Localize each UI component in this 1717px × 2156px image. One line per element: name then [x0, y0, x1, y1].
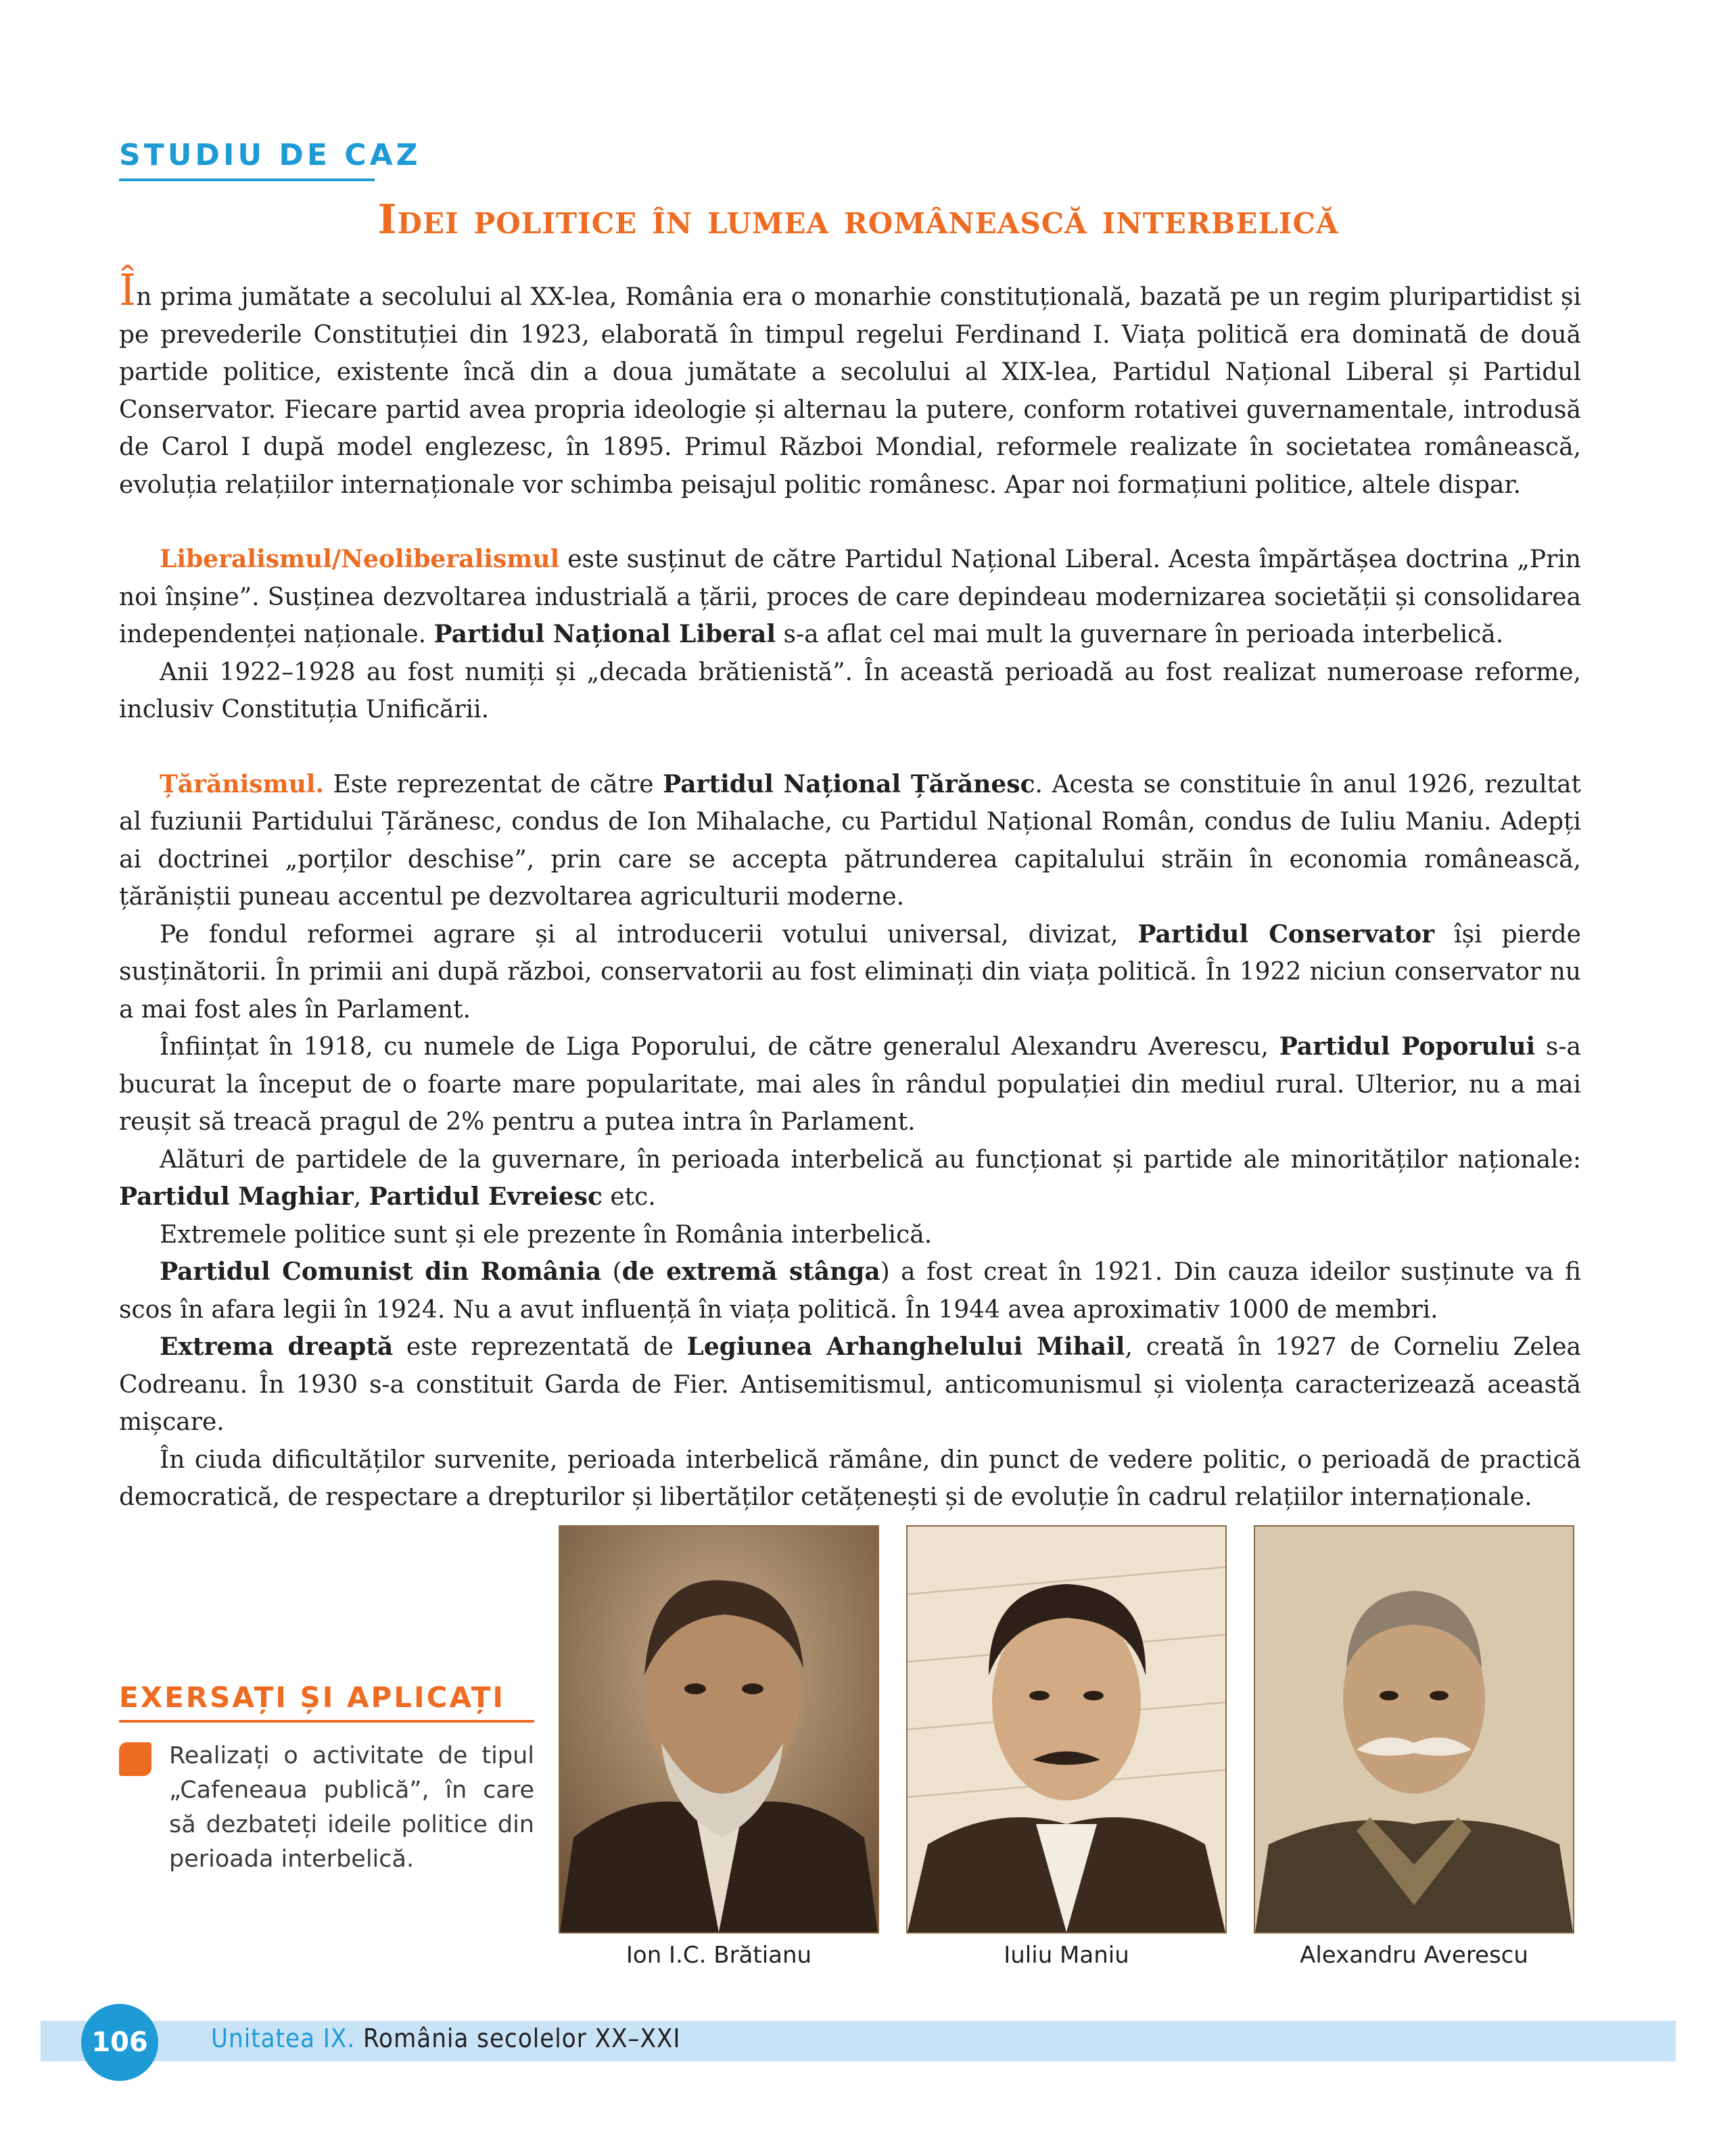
peasantism-paragraph: Țărănismul. Este reprezentat de către Partidul Național Țărănesc. Acesta se constituie în anul 1926, rezultat al fuziunii Partidului Țărănesc, condus de Ion Mihalache, cu Partidul Național Român, condus de Iuliu Maniu. Adepți ai doctrinei „porților deschise”, prin care se accepta pătrunderea capitalului străin în economia românească, țărăniștii puneau accentul pe dezvoltarea agriculturii moderne. [119, 769, 1582, 911]
portrait-bratianu [559, 1525, 879, 1934]
caption-bratianu: Ion I.C. Brătianu [626, 1942, 812, 1969]
portrait-bratianu-icon [560, 1527, 878, 1932]
portrait-averescu [1254, 1525, 1574, 1934]
footer-running-title [211, 2023, 680, 2053]
exercise-underline [119, 1720, 534, 1723]
intro-paragraph: În prima jumătate a secolului al XX-lea, România era o monarhie constituțională, bazată pe un regim pluripartidist și pe prevederile Constituției din 1923, elaborată în timpul regelui Ferdinand I. Viața politică era dominată de două partide politice, existente încă din a doua jumătate a secolului al XIX-lea, Partidul Național Liberal și Partidul Conservator. Fiecare partid avea propria ideologie și alternau la putere, conform rotativei guvernamentale, introdusă de Carol I după model englezesc, în 1895. Primul Război Mondial, reformele realizate în societatea românească, evoluția relațiilor internaționale vor schimba peisajul politic românesc. Apar noi formațiuni politice, altele dispar. [119, 266, 1581, 499]
article-body [119, 266, 1582, 1516]
drop-cap: Î [119, 266, 137, 316]
caption-maniu: Iuliu Maniu [1004, 1942, 1129, 1969]
case-study-label: STUDIU DE CAZ [119, 138, 421, 172]
exercise-bullet-icon [119, 1742, 151, 1776]
footer-unit-title: România secolelor XX–XXI [355, 2023, 681, 2053]
caption-averescu: Alexandru Averescu [1300, 1942, 1528, 1969]
portrait-maniu [906, 1525, 1227, 1934]
liberalism-paragraph: Liberalismul/Neoliberalismul este susținut de către Partidul Național Liberal. Acesta împărtășea doctrina „Prin noi înșine”. Susținea dezvoltarea industrială a țării, proces de care depindeau modernizarea societății și consolidarea independenței naționale. Partidul Național Liberal s-a aflat cel mai mult la guvernare în perioada interbelică. [119, 545, 1581, 648]
exercise-text: Realizați o activitate de tipul „Cafeneaua publică”, în care să dezbateți ideile politice din perioada interbelică. [169, 1742, 534, 1873]
footer-unit: Unitatea IX. [211, 2023, 356, 2053]
peoples-party-paragraph: Înființat în 1918, cu numele de Liga Poporului, de către generalul Alexandru Averescu, Partidul Poporului s-a bucurat la început de o foarte mare popularitate, mai ales în rândul populației din mediul rural. Ulterior, nu a mai reușit să treacă pragul de 2% pentru a putea intra în Parlament. [119, 1032, 1581, 1136]
exercise-title: EXERSAȚI ȘI APLICAȚI [119, 1681, 506, 1714]
conclusion-paragraph: În ciuda dificultăților survenite, perioada interbelică rămâne, din punct de vedere politic, o perioadă de practică democratică, de respectare a drepturilor și libertăților cetățenești și de evoluție în cadrul relațiilor internaționale. [119, 1445, 1581, 1511]
page-number-badge [81, 2004, 158, 2081]
page-number: 106 [91, 2027, 148, 2058]
keyword-liberalism: Liberalismul/Neoliberalismul [160, 545, 560, 573]
bratianu-decade-paragraph: Anii 1922–1928 au fost numiți și „decada brătienistă”. În această perioadă au fost realizat numeroase reforme, inclusiv Constituția Unificării. [119, 658, 1581, 723]
extremes-paragraph: Extremele politice sunt și ele prezente în România interbelică. [160, 1220, 933, 1249]
portrait-maniu-icon [908, 1527, 1225, 1932]
keyword-peasantism: Țărănismul. [160, 769, 324, 798]
page-title: Idei politice în lumea românească interbelică [377, 196, 1339, 243]
far-right-paragraph: Extrema dreaptă este reprezentată de Legiunea Arhanghelului Mihail, creată în 1927 de Corneliu Zelea Codreanu. În 1930 s-a constituit Garda de Fier. Antisemitismul, anticomunismul și violența caracterizează această mișcare. [119, 1333, 1581, 1436]
minorities-paragraph: Alături de partidele de la guvernare, în perioada interbelică au funcționat și partide ale minorităților naționale: Partidul Maghiar, Partidul Evreiesc etc. [119, 1145, 1581, 1211]
case-study-underline [119, 178, 375, 181]
conservative-paragraph: Pe fondul reformei agrare și al introducerii votului universal, divizat, Partidul Conservator își pierde susținătorii. În primii ani după război, conservatorii au fost eliminați din viața politică. În 1922 niciun conservator nu a mai fost ales în Parlament. [119, 919, 1581, 1024]
communist-paragraph: Partidul Comunist din România (de extremă stânga) a fost creat în 1921. Din cauza ideilor susținute va fi scos în afara legii în 1924. Nu a avut influență în viața politică. În 1944 avea aproximativ 1000 de membri. [119, 1257, 1581, 1324]
portrait-averescu-icon [1255, 1527, 1573, 1932]
